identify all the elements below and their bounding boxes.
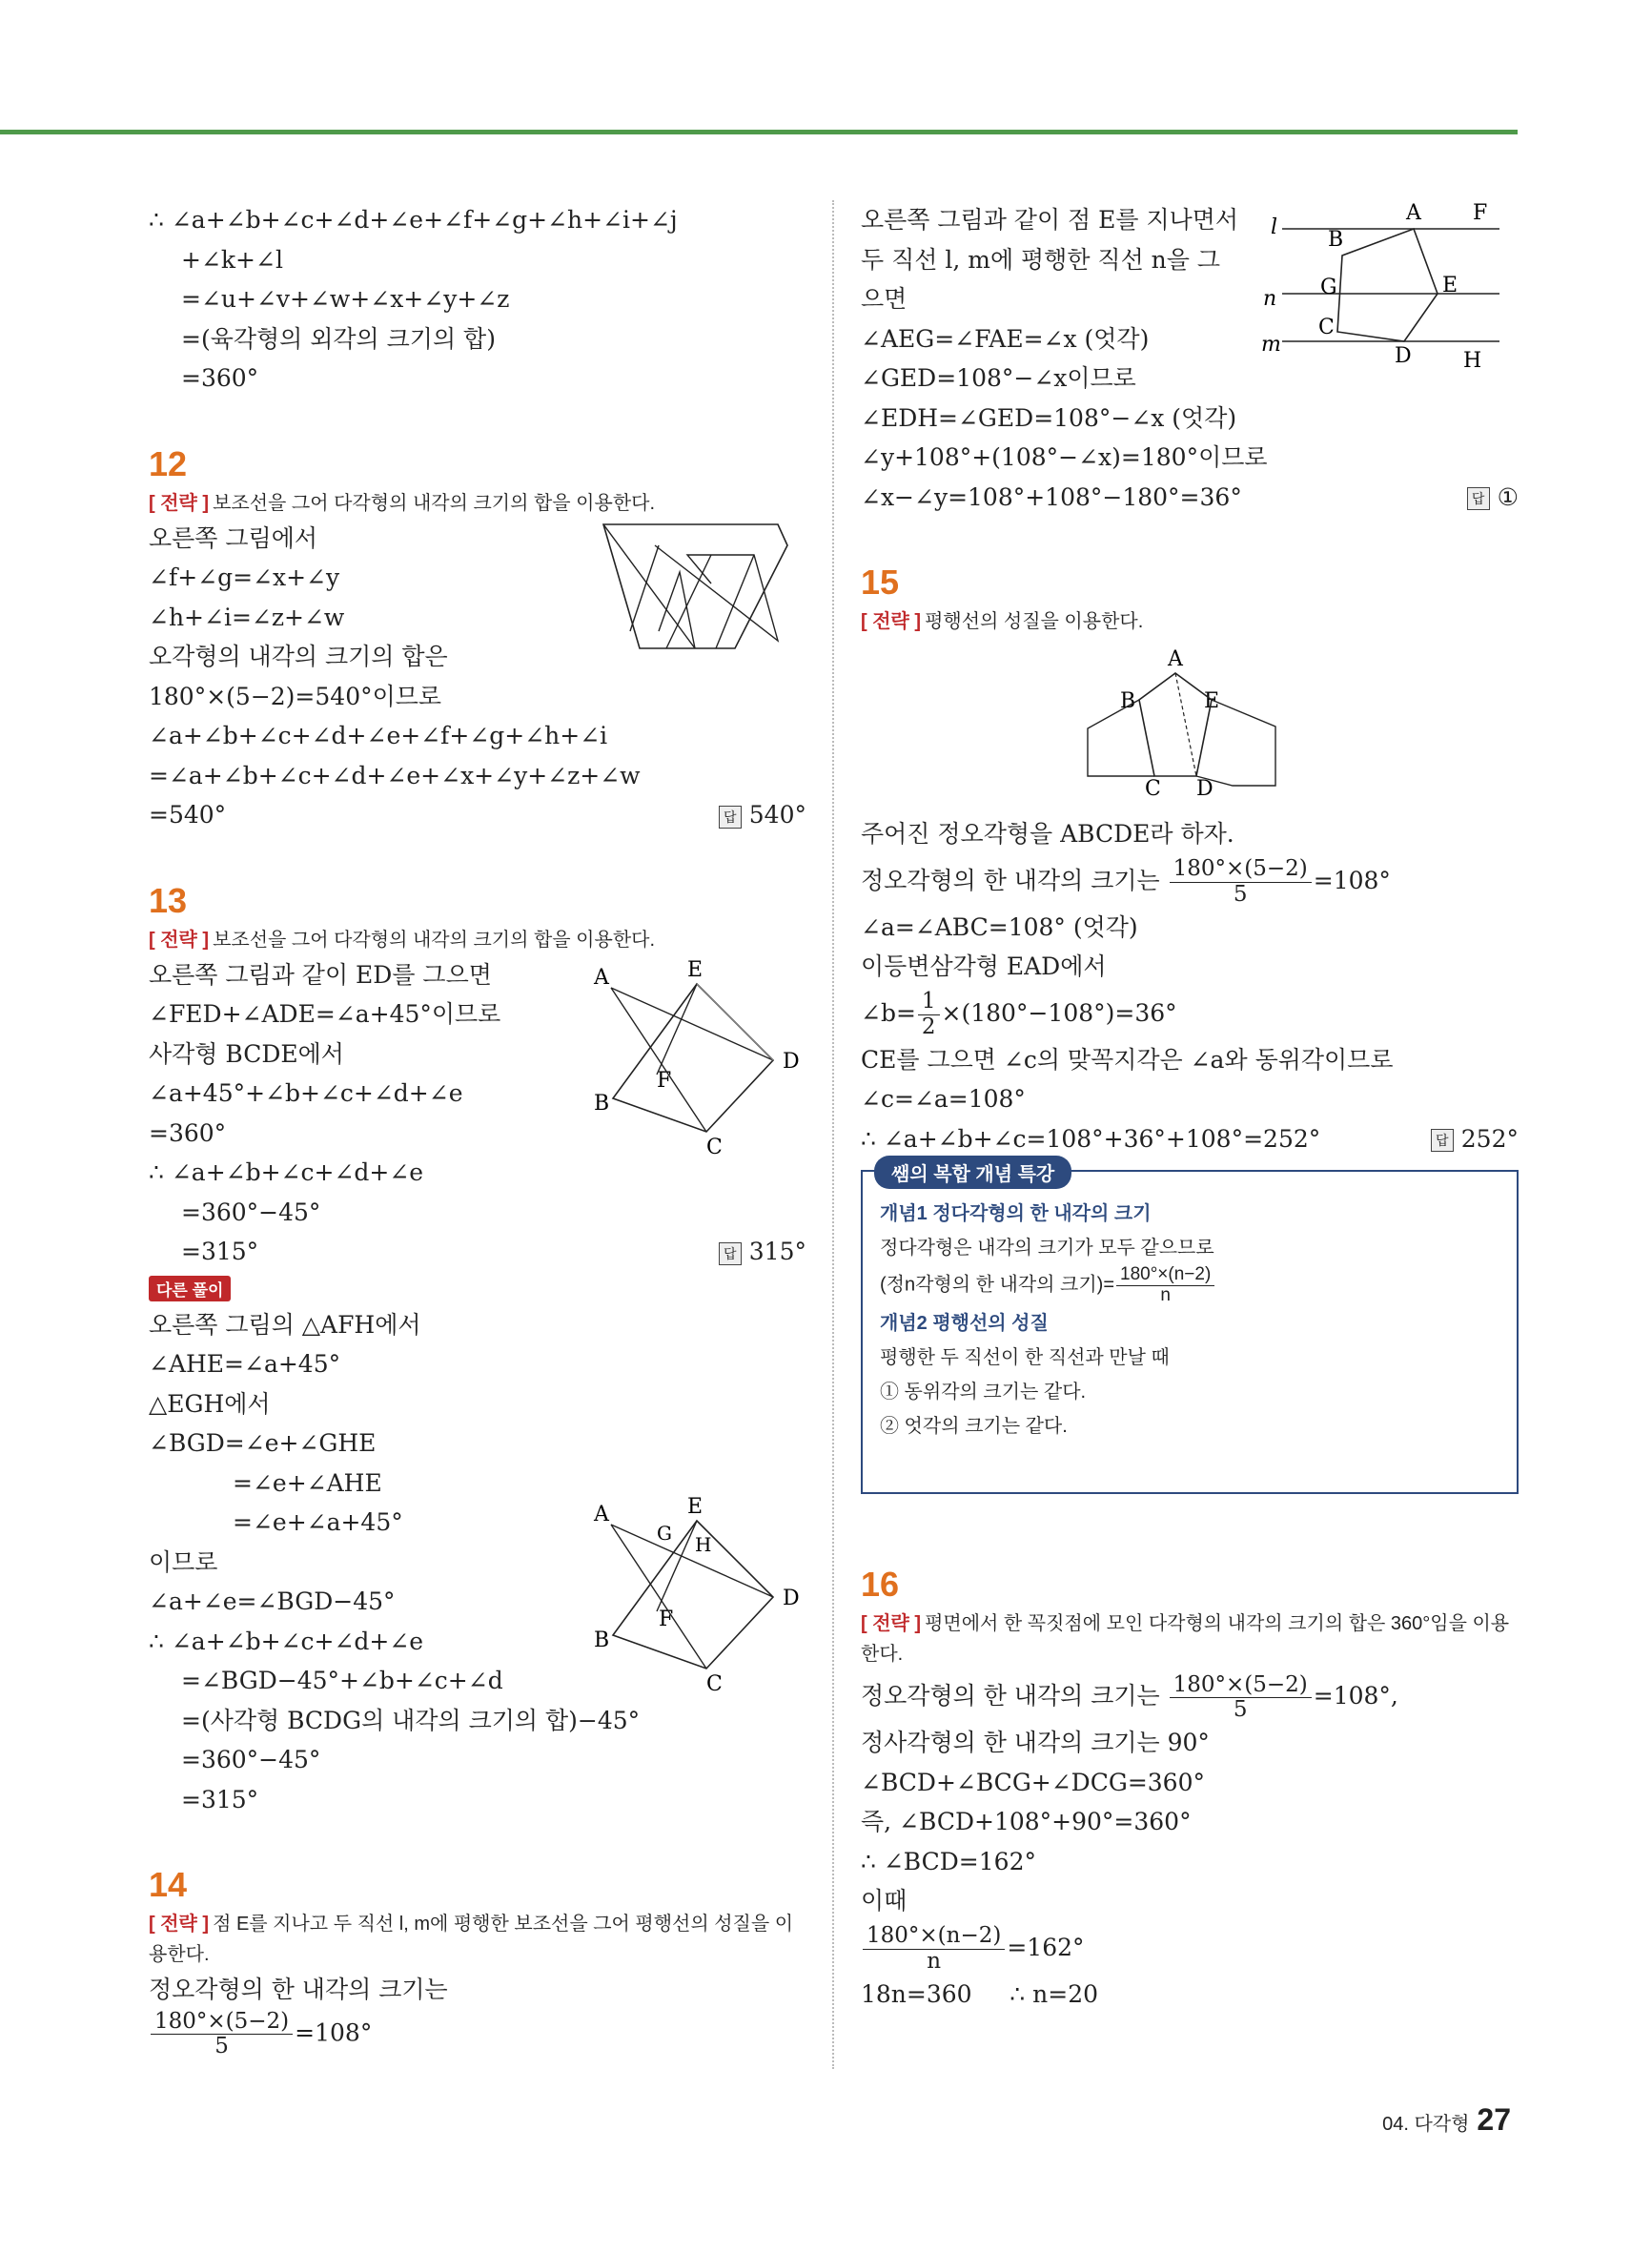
svg-text:n: n xyxy=(1263,287,1277,311)
text-line: CE를 그으면 ∠c의 맞꼭지각은 ∠a와 동위각이므로 xyxy=(861,1045,1394,1074)
svg-text:E: E xyxy=(687,957,704,982)
text-line: ∠c=∠a=108° xyxy=(861,1085,1026,1113)
problem-number: 14 xyxy=(149,1865,188,1904)
fraction-num: 180°×(5−2) xyxy=(1170,857,1312,882)
text-line: =360°−45° xyxy=(181,1198,321,1226)
text-line: 두 직선 l, m에 평행한 직선 n을 그 xyxy=(861,245,1221,274)
problem-14-continued xyxy=(861,200,1519,517)
text-line: =540° 답 540° xyxy=(149,795,806,835)
fraction-den: n xyxy=(927,1948,942,1974)
fraction-num: 180°×(5−2) xyxy=(151,2010,293,2035)
text-line: $\frac{180^\circ\times(n-2)}{n}$ =162° xyxy=(861,1921,1519,1975)
text-line: =∠e+∠a+45° xyxy=(233,1508,403,1536)
star-figure-13 xyxy=(592,955,800,1165)
text-line: △EGH에서 xyxy=(149,1389,271,1418)
strategy-text: 보조선을 그어 다각형의 내각의 크기의 합을 이용한다. xyxy=(213,492,656,514)
text-line: =∠BGD−45°+∠b+∠c+∠d xyxy=(181,1667,503,1694)
fraction-num: 1 xyxy=(918,990,940,1014)
problem-15 xyxy=(861,559,1519,1158)
svg-text:B: B xyxy=(594,1091,610,1116)
text-line: 오른쪽 그림에서 xyxy=(149,523,317,552)
text-line: =315° 답 315° xyxy=(149,1232,806,1272)
text-line: 오른쪽 그림과 같이 ED를 그으면 xyxy=(149,960,492,989)
svg-text:B: B xyxy=(1120,689,1136,713)
text-line: ∠a=∠ABC=108° (엇각) xyxy=(861,912,1138,941)
text-line: 오른쪽 그림과 같이 점 E를 지나면서 xyxy=(861,206,1239,234)
svg-text:C: C xyxy=(1318,316,1335,339)
answer-mark: 답 xyxy=(1467,487,1490,510)
text-line: ∠h+∠i=∠z+∠w xyxy=(149,603,345,631)
strategy xyxy=(149,925,806,955)
svg-text:D: D xyxy=(1395,344,1412,368)
svg-text:C: C xyxy=(1145,777,1161,801)
text-line: =(육각형의 외각의 크기의 합) xyxy=(181,324,496,353)
svg-text:H: H xyxy=(695,1532,712,1556)
svg-text:B: B xyxy=(1328,228,1344,252)
text-line: 18n=360 ∴ n=20 xyxy=(861,1979,1099,2008)
problem-number: 16 xyxy=(861,1565,900,1604)
strategy-tag: [ 전략 ] xyxy=(149,929,210,951)
answer-mark: 답 xyxy=(719,806,742,829)
svg-text:A: A xyxy=(594,1502,609,1526)
fraction xyxy=(1170,857,1312,907)
fraction-num: 180°×(n−2) xyxy=(863,1924,1005,1949)
alt-solution-label: 다른 풀이 xyxy=(149,1276,231,1301)
pentagon-tape-figure-15 xyxy=(1080,643,1299,814)
text-line: =360° xyxy=(181,364,259,392)
section-label: 04. 다각형 xyxy=(1382,2114,1470,2135)
text-line: ∠y+108°+(108°−∠x)=180°이므로 xyxy=(861,443,1268,471)
strategy xyxy=(861,606,1519,637)
text-line: ∴ ∠a+∠b+∠c+∠d+∠e xyxy=(149,1158,424,1186)
text-line: 주어진 정오각형을 ABCDE라 하자. xyxy=(861,820,1234,848)
text-line: =360°−45° xyxy=(181,1746,321,1773)
svg-text:H: H xyxy=(1463,349,1482,373)
svg-text:G: G xyxy=(1320,276,1337,299)
text-line: 180°×(5−2)=540°이므로 xyxy=(149,682,442,710)
fraction-den: n xyxy=(1160,1284,1171,1305)
strategy-tag: [ 전략 ] xyxy=(149,492,210,514)
concept-1-heading: 개념1 정다각형의 한 내각의 크기 xyxy=(880,1203,1152,1224)
fraction-den: 5 xyxy=(214,2033,229,2058)
text-line: =∠a+∠b+∠c+∠d+∠e+∠x+∠y+∠z+∠w xyxy=(149,761,641,789)
text-line: =360° xyxy=(149,1118,227,1147)
text-line: ∠b= $\frac{1}{2}$ ×(180°−108°)=36° xyxy=(861,989,1177,1039)
text-line: 사각형 BCDE에서 xyxy=(149,1039,344,1068)
svg-text:G: G xyxy=(657,1521,672,1545)
fraction-den: 2 xyxy=(921,1014,936,1039)
fraction-den: 5 xyxy=(1233,881,1248,907)
prev-problem-tail xyxy=(149,200,806,399)
text-line: ∴ ∠a+∠b+∠c=108°+36°+108°=252° 답 252° xyxy=(861,1119,1519,1159)
fraction-den: 5 xyxy=(1233,1697,1248,1722)
text-line: 으면 xyxy=(861,285,908,313)
answer xyxy=(1467,478,1519,518)
fraction xyxy=(1170,1673,1312,1723)
answer-mark: 답 xyxy=(719,1242,742,1265)
concept-1-formula: (정n각형의 한 내각의 크기)= $\frac{180^\circ\times(n-2)}{n}$ xyxy=(880,1265,1499,1306)
svg-text:F: F xyxy=(659,1607,674,1631)
problem-number: 12 xyxy=(149,443,188,483)
text-line: ∠AHE=∠a+45° xyxy=(149,1350,341,1378)
text-line: 즉, ∠BCD+108°+90°=360° xyxy=(861,1808,1192,1835)
svg-text:D: D xyxy=(1196,777,1214,801)
text-line: 오각형의 내각의 크기의 합은 xyxy=(149,643,448,670)
concept-2-heading: 개념2 평행선의 성질 xyxy=(880,1312,1049,1334)
problem-number: 15 xyxy=(861,563,900,602)
svg-text:A: A xyxy=(1168,647,1183,671)
text-line: 정오각형의 한 내각의 크기는 $\frac{180^\circ\times(5-2)}{5}$ =108° xyxy=(861,856,1391,907)
svg-text:D: D xyxy=(783,1586,800,1610)
text-line: ∠AEG=∠FAE=∠x (엇각) xyxy=(861,324,1150,353)
fraction xyxy=(918,990,940,1039)
text-line: ∠x−∠y=108°+108°−180°=36° 답 ① xyxy=(861,478,1519,518)
concept-box-title: 쌤의 복합 개념 특강 xyxy=(874,1156,1071,1189)
strategy-tag: [ 전략 ] xyxy=(861,611,922,632)
parallel-lines-figure-14 xyxy=(1261,200,1519,372)
strategy xyxy=(149,488,806,519)
problem-14 xyxy=(149,1861,806,2058)
text-line: =(사각형 BCDG의 내각의 크기의 합)−45° xyxy=(181,1706,641,1734)
svg-text:l: l xyxy=(1271,215,1278,239)
star-figure-13-alt xyxy=(592,1492,800,1702)
text-line: ∴ ∠a+∠b+∠c+∠d+∠e xyxy=(149,1627,424,1655)
concept-2-text: 평행한 두 직선이 한 직선과 만날 때 xyxy=(880,1346,1170,1368)
text-line: ∠BCD+∠BCG+∠DCG=360° xyxy=(861,1768,1205,1796)
svg-text:E: E xyxy=(1442,274,1458,297)
column-divider xyxy=(832,200,834,2069)
answer-value: ① xyxy=(1497,482,1519,511)
text-line: ∴ ∠a+∠b+∠c+∠d+∠e+∠f+∠g+∠h+∠i+∠j xyxy=(149,206,678,234)
text-line: ∠GED=108°−∠x이므로 xyxy=(861,364,1136,392)
fraction-tail: =108° xyxy=(295,2017,373,2046)
fraction-num: 180°×(n−2) xyxy=(1116,1265,1214,1286)
strategy-tag: [ 전략 ] xyxy=(861,1613,922,1634)
right-column xyxy=(861,200,1519,2014)
svg-text:E: E xyxy=(687,1494,704,1519)
text-line: 정오각형의 한 내각의 크기는 xyxy=(149,1976,448,2003)
svg-text:F: F xyxy=(657,1068,672,1093)
text-line: ∠a+45°+∠b+∠c+∠d+∠e xyxy=(149,1079,463,1107)
text-line: ∠BGD=∠e+∠GHE xyxy=(149,1429,377,1457)
fraction xyxy=(151,2010,293,2059)
text-line: ∠a+∠b+∠c+∠d+∠e+∠f+∠g+∠h+∠i xyxy=(149,722,608,749)
text-line: 이므로 xyxy=(149,1547,218,1576)
answer xyxy=(719,1232,806,1272)
text-line: ∴ ∠BCD=162° xyxy=(861,1847,1036,1875)
strategy-text: 보조선을 그어 다각형의 내각의 크기의 합을 이용한다. xyxy=(213,929,656,951)
strategy xyxy=(861,1608,1519,1669)
problem-number: 13 xyxy=(149,880,188,920)
concept-1-text: 정다각형은 내각의 크기가 모두 같으므로 xyxy=(880,1238,1214,1259)
answer-value: 252° xyxy=(1460,1124,1519,1153)
top-rule xyxy=(0,130,1518,134)
strategy-text: 점 E를 지나고 두 직선 l, m에 평행한 보조선을 그어 평행선의 성질을 이용한다. xyxy=(149,1914,794,1965)
page-footer xyxy=(1382,2102,1511,2138)
fraction-line xyxy=(149,2010,806,2059)
answer xyxy=(719,795,806,835)
strategy-text: 평행선의 성질을 이용한다. xyxy=(925,611,1144,632)
text-line: =∠e+∠AHE xyxy=(233,1468,382,1497)
svg-text:A: A xyxy=(594,965,609,990)
text-line: =∠u+∠v+∠w+∠x+∠y+∠z xyxy=(181,285,510,313)
svg-text:D: D xyxy=(783,1049,800,1074)
fraction-num: 180°×(5−2) xyxy=(1170,1673,1312,1698)
text-line: =315° xyxy=(181,1785,259,1813)
problem-13 xyxy=(149,877,806,1820)
svg-text:C: C xyxy=(706,1671,723,1696)
svg-text:F: F xyxy=(1473,201,1488,225)
left-column xyxy=(149,200,806,2058)
text-line: 이등변삼각형 EAD에서 xyxy=(861,952,1107,980)
answer xyxy=(1431,1119,1519,1159)
text-line: ∠a+∠e=∠BGD−45° xyxy=(149,1587,396,1615)
problem-16 xyxy=(861,1561,1519,2014)
strategy-text: 평면에서 한 꼭짓점에 모인 다각형의 내각의 크기의 합은 360°임을 이용한다. xyxy=(861,1613,1510,1665)
answer-value: 540° xyxy=(748,801,806,829)
strategy xyxy=(149,1909,806,1970)
pentagon-figure-12 xyxy=(592,517,797,655)
page-number: 27 xyxy=(1477,2102,1511,2137)
text-line: 정사각형의 한 내각의 크기는 90° xyxy=(861,1729,1210,1756)
svg-text:C: C xyxy=(706,1135,723,1159)
fraction xyxy=(863,1924,1005,1974)
svg-text:B: B xyxy=(594,1628,610,1652)
concept-2-item: ② 엇각의 크기는 같다. xyxy=(880,1415,1068,1437)
svg-text:m: m xyxy=(1261,333,1281,357)
text-line: 이때 xyxy=(861,1887,908,1915)
svg-text:E: E xyxy=(1204,689,1220,713)
text-line: ∠EDH=∠GED=108°−∠x (엇각) xyxy=(861,403,1237,432)
concept-box xyxy=(861,1164,1519,1494)
text-line: ∠f+∠g=∠x+∠y xyxy=(149,563,340,591)
svg-text:A: A xyxy=(1406,201,1421,225)
text-line: +∠k+∠l xyxy=(181,245,283,274)
text-line: 오른쪽 그림의 △AFH에서 xyxy=(149,1310,421,1339)
problem-12 xyxy=(149,440,806,835)
answer-mark: 답 xyxy=(1431,1129,1454,1152)
text-line: ∠FED+∠ADE=∠a+45°이므로 xyxy=(149,1000,501,1028)
strategy-tag: [ 전략 ] xyxy=(149,1914,210,1935)
text-line: 정오각형의 한 내각의 크기는 $\frac{180^\circ\times(5-2)}{5}$ =108°, xyxy=(861,1671,1398,1722)
answer-value: 315° xyxy=(748,1238,806,1265)
concept-2-item: ① 동위각의 크기는 같다. xyxy=(880,1381,1087,1403)
